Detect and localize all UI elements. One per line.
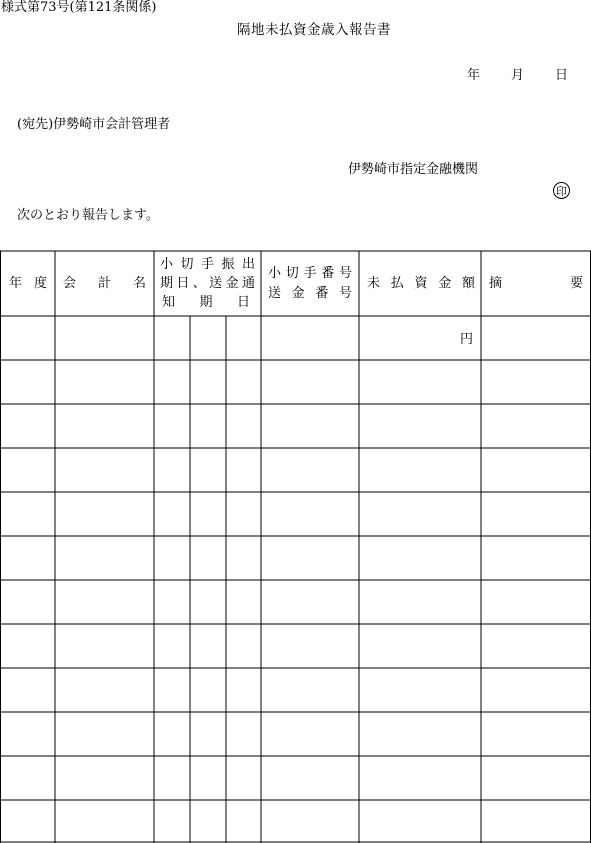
header-char: 小 bbox=[160, 257, 174, 272]
column-header-unpaid-amount bbox=[367, 277, 475, 290]
amount-unit-yen: 円 bbox=[460, 332, 474, 347]
header-char: 切 bbox=[180, 257, 194, 272]
header-char: 期 bbox=[199, 295, 213, 310]
header-char: 額 bbox=[461, 276, 475, 291]
header-char: 会 bbox=[63, 276, 77, 291]
header-char: 度 bbox=[33, 276, 47, 291]
date-year-label: 年 bbox=[467, 68, 481, 83]
header-char: 金 bbox=[438, 276, 452, 291]
header-char: 番 bbox=[321, 266, 335, 281]
column-header-date-line3 bbox=[162, 296, 250, 309]
column-header-check-no-line1 bbox=[268, 267, 352, 280]
header-char: 手 bbox=[303, 266, 317, 281]
header-char: 送 bbox=[209, 276, 223, 291]
document-title: 隔地未払資金歳入報告書 bbox=[237, 22, 391, 38]
header-char: 日 bbox=[176, 276, 190, 291]
date-day-label: 日 bbox=[555, 68, 569, 83]
header-char: 号 bbox=[338, 266, 352, 281]
header-char: 番 bbox=[315, 286, 329, 301]
header-char: 資 bbox=[414, 276, 428, 291]
header-char: 金 bbox=[291, 286, 305, 301]
column-header-check-no-line2 bbox=[268, 287, 352, 300]
header-char: 計 bbox=[97, 276, 111, 291]
header-char: 送 bbox=[268, 286, 282, 301]
header-char: 未 bbox=[367, 276, 381, 291]
header-char: 金 bbox=[225, 276, 239, 291]
seal-mark: 印 bbox=[553, 182, 570, 199]
header-char: 振 bbox=[221, 257, 235, 272]
sender-name: 伊勢崎市指定金融機関 bbox=[348, 162, 479, 177]
addressee: (宛先)伊勢崎市会計管理者 bbox=[17, 117, 171, 132]
header-char: 年 bbox=[9, 276, 23, 291]
header-char: 切 bbox=[285, 266, 299, 281]
column-header-date-line1 bbox=[160, 258, 255, 271]
header-char: 通 bbox=[241, 276, 255, 291]
header-char: 小 bbox=[268, 266, 282, 281]
header-char: 期 bbox=[160, 276, 174, 291]
header-char: 号 bbox=[338, 286, 352, 301]
column-header-year bbox=[9, 277, 47, 290]
intro-text: 次のとおり報告します。 bbox=[17, 208, 159, 223]
header-char: 摘 bbox=[489, 276, 503, 291]
header-char: 名 bbox=[132, 276, 146, 291]
header-char: 要 bbox=[569, 276, 583, 291]
form-number: 様式第73号(第121条関係) bbox=[1, 0, 157, 15]
date-month-label: 月 bbox=[511, 68, 525, 83]
header-char: 出 bbox=[241, 257, 255, 272]
header-char: 日 bbox=[236, 295, 250, 310]
header-char: 払 bbox=[390, 276, 404, 291]
column-header-account-name bbox=[63, 277, 146, 290]
column-header-remarks bbox=[489, 277, 583, 290]
header-char: 、 bbox=[192, 276, 206, 291]
column-header-date-line2 bbox=[160, 277, 255, 290]
header-char: 知 bbox=[162, 295, 176, 310]
header-char: 手 bbox=[200, 257, 214, 272]
